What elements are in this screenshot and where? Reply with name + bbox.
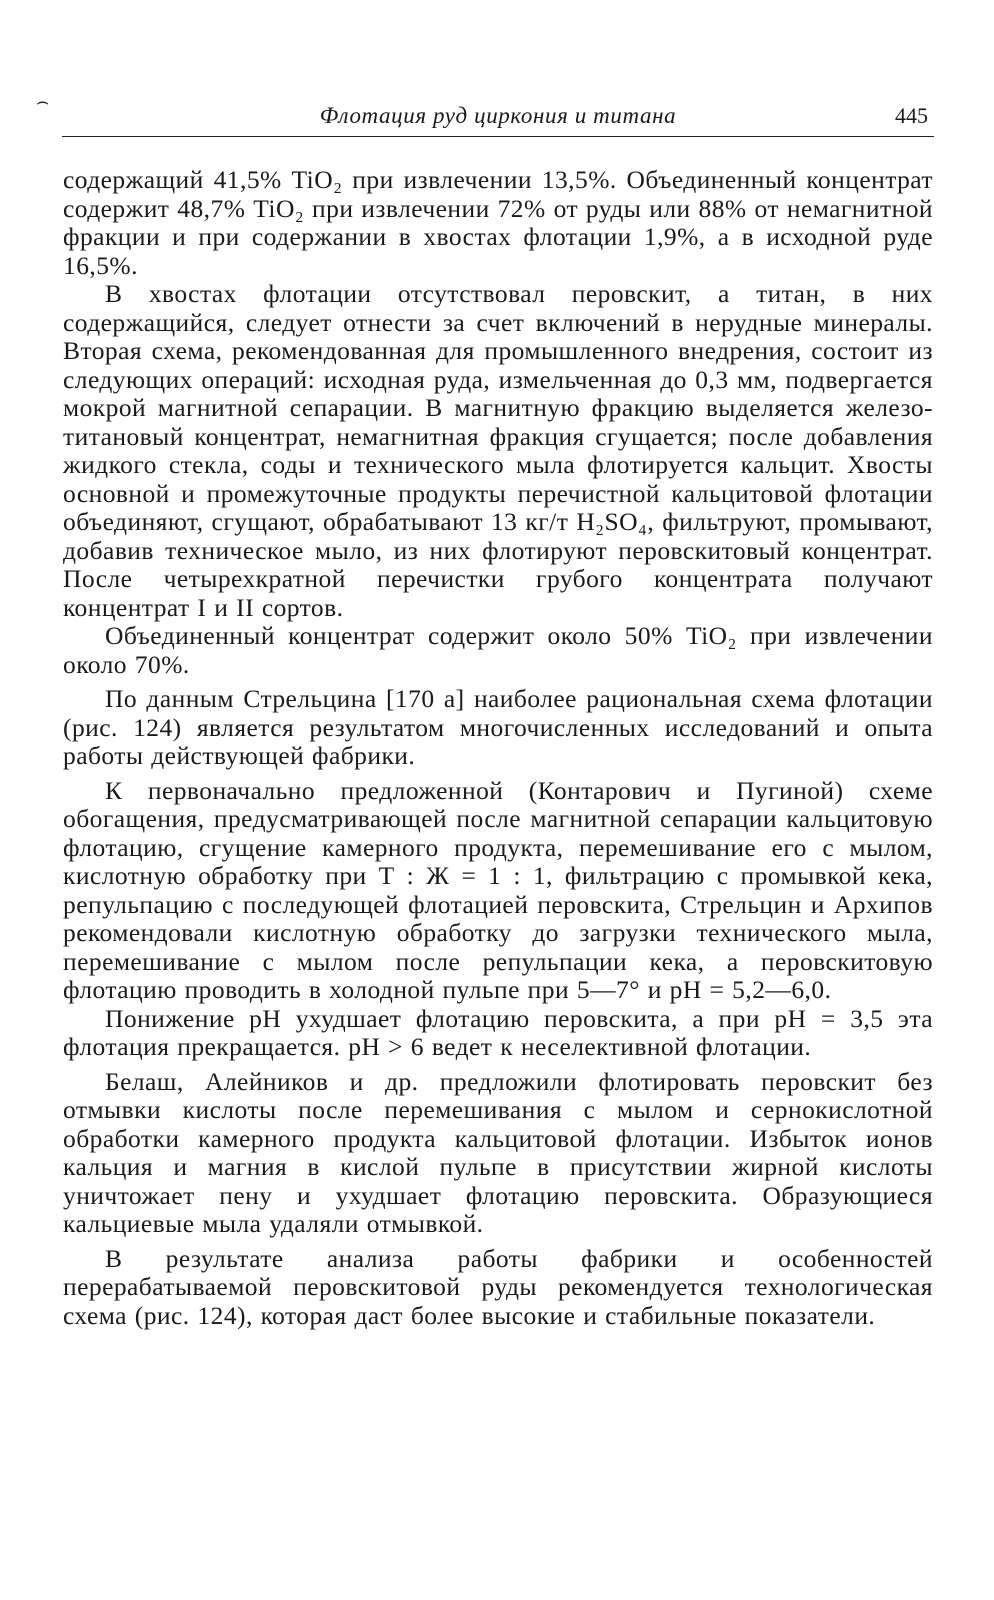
paragraph-7: Белаш, Алейников и др. предложили флотировать перовскит без отмывки кислоты после перемешивания с мылом и сернокислотной обработки камерного продукта кальцитовой флотации. Избыток ионов кальция и магния в кислой пульпе в присутствии жирной кислоты уничтожает пену и ухудшает флотацию перовскита. Образующиеся кальциевые мыла удаляли отмывкой. (63, 1066, 933, 1238)
corner-mark: ⌢ (36, 91, 50, 113)
running-title: Флотация руд циркония и титана (319, 103, 677, 128)
paragraph-2: В хвостах флотации отсутствовал перовскит, а титан, в них содержащийся, следует отнести за счет включений в нерудные минералы. Вторая схема, рекомендованная для промышленного внедрения, состоит из следующих операций: исходная руда, измельченная до 0,3 мм, подвергается мокрой магнитной сепарации. В магнитную фракцию выделяется железо-титановый концентрат, немагнитная фракция сгущается; после добавления жидкого стекла, соды и технического мыла флотируется кальцит. Хвосты основной и промежуточные продукты перечистной кальцитовой флотации объединяют, сгущают, обрабатывают 13 кг/т H₂SO₄, фильтруют, промывают, добавив техническое мыло, из них флотируют перовскитовый концентрат. После четырехкратной перечистки грубого концентрата получают концентрат I и II сортов. (63, 279, 933, 622)
paragraph-6: Понижение pH ухудшает флотацию перовскита, а при pH = 3,5 эта флотация прекращается. pH > 6 ведет к неселективной флотации. (63, 1003, 933, 1061)
paragraph-8: В результате анализа работы фабрики и особенностей перерабатываемой перовскитовой руды рекомендуется технологическая схема (рис. 124), которая даст более высокие и стабильные показатели. (63, 1243, 933, 1330)
page-number: 445 (895, 103, 928, 128)
paragraph-1: содержащий 41,5% TiO₂ при извлечении 13,5%. Объединенный концентрат содержит 48,7% TiO₂ при извлечении 72% от руды или 88% от немагнитной фракции и при содержании в хвостах флотации 1,9%, а в исходной руде 16,5%. (63, 165, 933, 280)
paragraph-3: Объединенный концентрат содержит около 50% TiO₂ при извлечении около 70%. (63, 621, 933, 679)
paragraph-5: К первоначально предложенной (Контарович и Пугиной) схеме обогащения, предусматривающей после магнитной сепарации кальцитовую флотацию, сгущение камерного продукта, перемешивание его с мылом, кислотную обработку при Т : Ж = 1 : 1, фильтрацию с промывкой кека, репульпацию с последующей флотацией перовскита, Стрельцин и Архипов рекомендовали кислотную обработку до загрузки технического мыла, перемешивание с мылом после репульпации кека, а перовскитовую флотацию проводить в холодной пульпе при 5—7° и pH = 5,2—6,0. (63, 775, 933, 1004)
text-body (63, 166, 933, 1330)
running-header (62, 98, 934, 137)
paragraph-4: По данным Стрельцина [170 а] наиболее рациональная схема флотации (рис. 124) является результатом многочисленных исследований и опыта работы действующей фабрики. (63, 684, 933, 770)
